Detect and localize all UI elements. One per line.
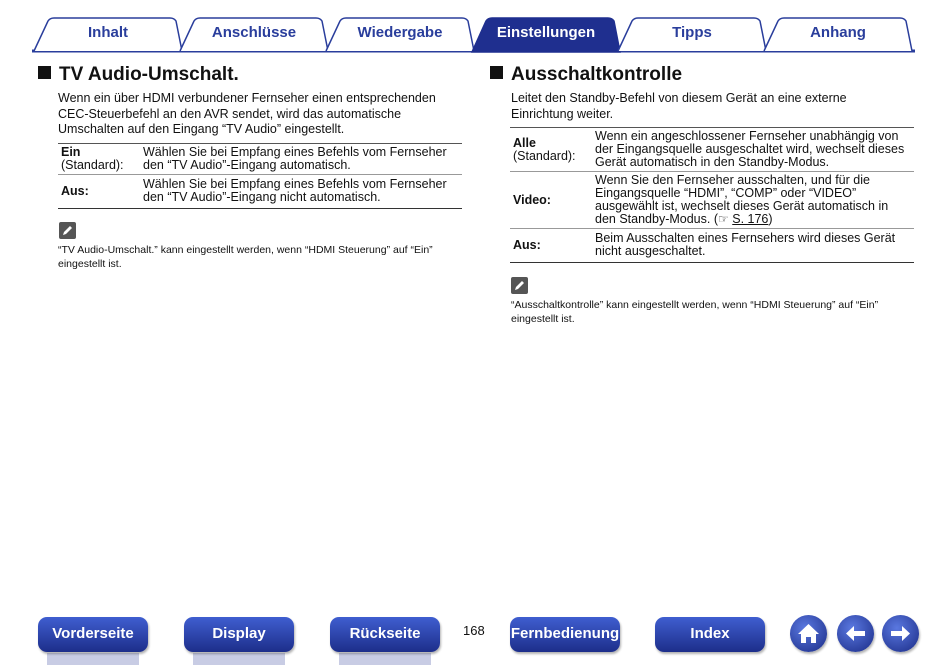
note-pencil-icon bbox=[59, 222, 76, 239]
option-key: Ein (Standard): bbox=[58, 144, 140, 175]
section-title-tv-audio bbox=[38, 64, 239, 86]
rueckseite-button[interactable]: Rückseite bbox=[330, 617, 440, 652]
table-row bbox=[58, 144, 462, 175]
tab-anschluesse[interactable]: Anschlüsse bbox=[211, 24, 297, 41]
vorderseite-button[interactable]: Vorderseite bbox=[38, 617, 148, 652]
tab-inhalt[interactable]: Inhalt bbox=[88, 24, 128, 41]
hand-pointer-icon: ☞ bbox=[718, 212, 729, 226]
section-intro: Wenn ein über HDMI verbundener Fernseher einen entsprechenden CEC-Steuerbefehl an den AVR sendet, wird das automatische Umschalten auf den Eingang “TV Audio” eingestellt. bbox=[58, 91, 436, 136]
button-shadow bbox=[193, 653, 285, 665]
option-description: Wählen Sie bei Empfang eines Befehls vom Fernseher den “TV Audio”-Eingang nicht automatisch. bbox=[140, 175, 462, 209]
option-key: Alle (Standard): bbox=[510, 128, 592, 172]
section-intro: Leitet den Standby-Befehl von diesem Gerät an eine externe Einrichtung weiter. bbox=[511, 91, 847, 121]
table-row bbox=[510, 172, 914, 229]
section-title-ausschaltkontrolle bbox=[490, 64, 682, 86]
back-arrow-icon bbox=[837, 615, 874, 652]
fernbedienung-button[interactable]: Fernbedienung bbox=[510, 617, 620, 652]
note-text: “Ausschaltkontrolle” kann eingestellt werden, wenn “HDMI Steuerung” auf “Ein” eingestellt ist. bbox=[511, 299, 879, 325]
button-shadow bbox=[47, 653, 139, 665]
option-description: Wenn Sie den Fernseher ausschalten, und für die Eingangsquelle “HDMI”, “COMP” oder “VIDEO” ausgewählt ist, wechselt dieses Gerät automatisch in den Standby-Modus. (☞ S. 176) bbox=[592, 172, 914, 229]
button-shadow bbox=[339, 653, 431, 665]
tab-bar bbox=[0, 0, 950, 56]
options-table-ausschaltkontrolle bbox=[510, 127, 914, 263]
home-icon bbox=[790, 615, 827, 652]
options-table-tv-audio bbox=[58, 143, 462, 209]
option-key: Video: bbox=[510, 172, 592, 229]
option-key: Aus: bbox=[510, 229, 592, 263]
section-title-text: Ausschaltkontrolle bbox=[511, 64, 683, 85]
forward-button[interactable] bbox=[882, 615, 919, 652]
option-description: Wählen Sie bei Empfang eines Befehls vom Fernseher den “TV Audio”-Eingang automatisch. bbox=[140, 144, 462, 175]
section-title-text: TV Audio-Umschalt. bbox=[59, 64, 239, 85]
table-row bbox=[58, 175, 462, 209]
home-button[interactable] bbox=[790, 615, 827, 652]
table-row bbox=[510, 128, 914, 172]
note-text: “TV Audio-Umschalt.” kann eingestellt werden, wenn “HDMI Steuerung” auf “Ein” eingestellt ist. bbox=[58, 244, 433, 270]
tab-anhang[interactable]: Anhang bbox=[810, 24, 866, 41]
option-description: Wenn ein angeschlossener Fernseher unabhängig von der Eingangsquelle ausgeschaltet wird, wechselt dieses Gerät automatisch in den Standby-Modus. bbox=[592, 128, 914, 172]
note-pencil-icon bbox=[511, 277, 528, 294]
back-button[interactable] bbox=[837, 615, 874, 652]
index-button[interactable]: Index bbox=[655, 617, 765, 652]
option-key: Aus: bbox=[58, 175, 140, 209]
tab-wiedergabe[interactable]: Wiedergabe bbox=[357, 24, 443, 41]
page-reference-link[interactable]: S. 176 bbox=[732, 212, 769, 226]
display-button[interactable]: Display bbox=[184, 617, 294, 652]
square-bullet-icon bbox=[490, 66, 503, 79]
page-number: 168 bbox=[463, 623, 485, 638]
forward-arrow-icon bbox=[882, 615, 919, 652]
option-description: Beim Ausschalten eines Fernsehers wird dieses Gerät nicht ausgeschaltet. bbox=[592, 229, 914, 263]
table-row bbox=[510, 229, 914, 263]
square-bullet-icon bbox=[38, 66, 51, 79]
tab-tipps[interactable]: Tipps bbox=[672, 24, 712, 41]
tab-einstellungen[interactable]: Einstellungen bbox=[496, 24, 596, 41]
